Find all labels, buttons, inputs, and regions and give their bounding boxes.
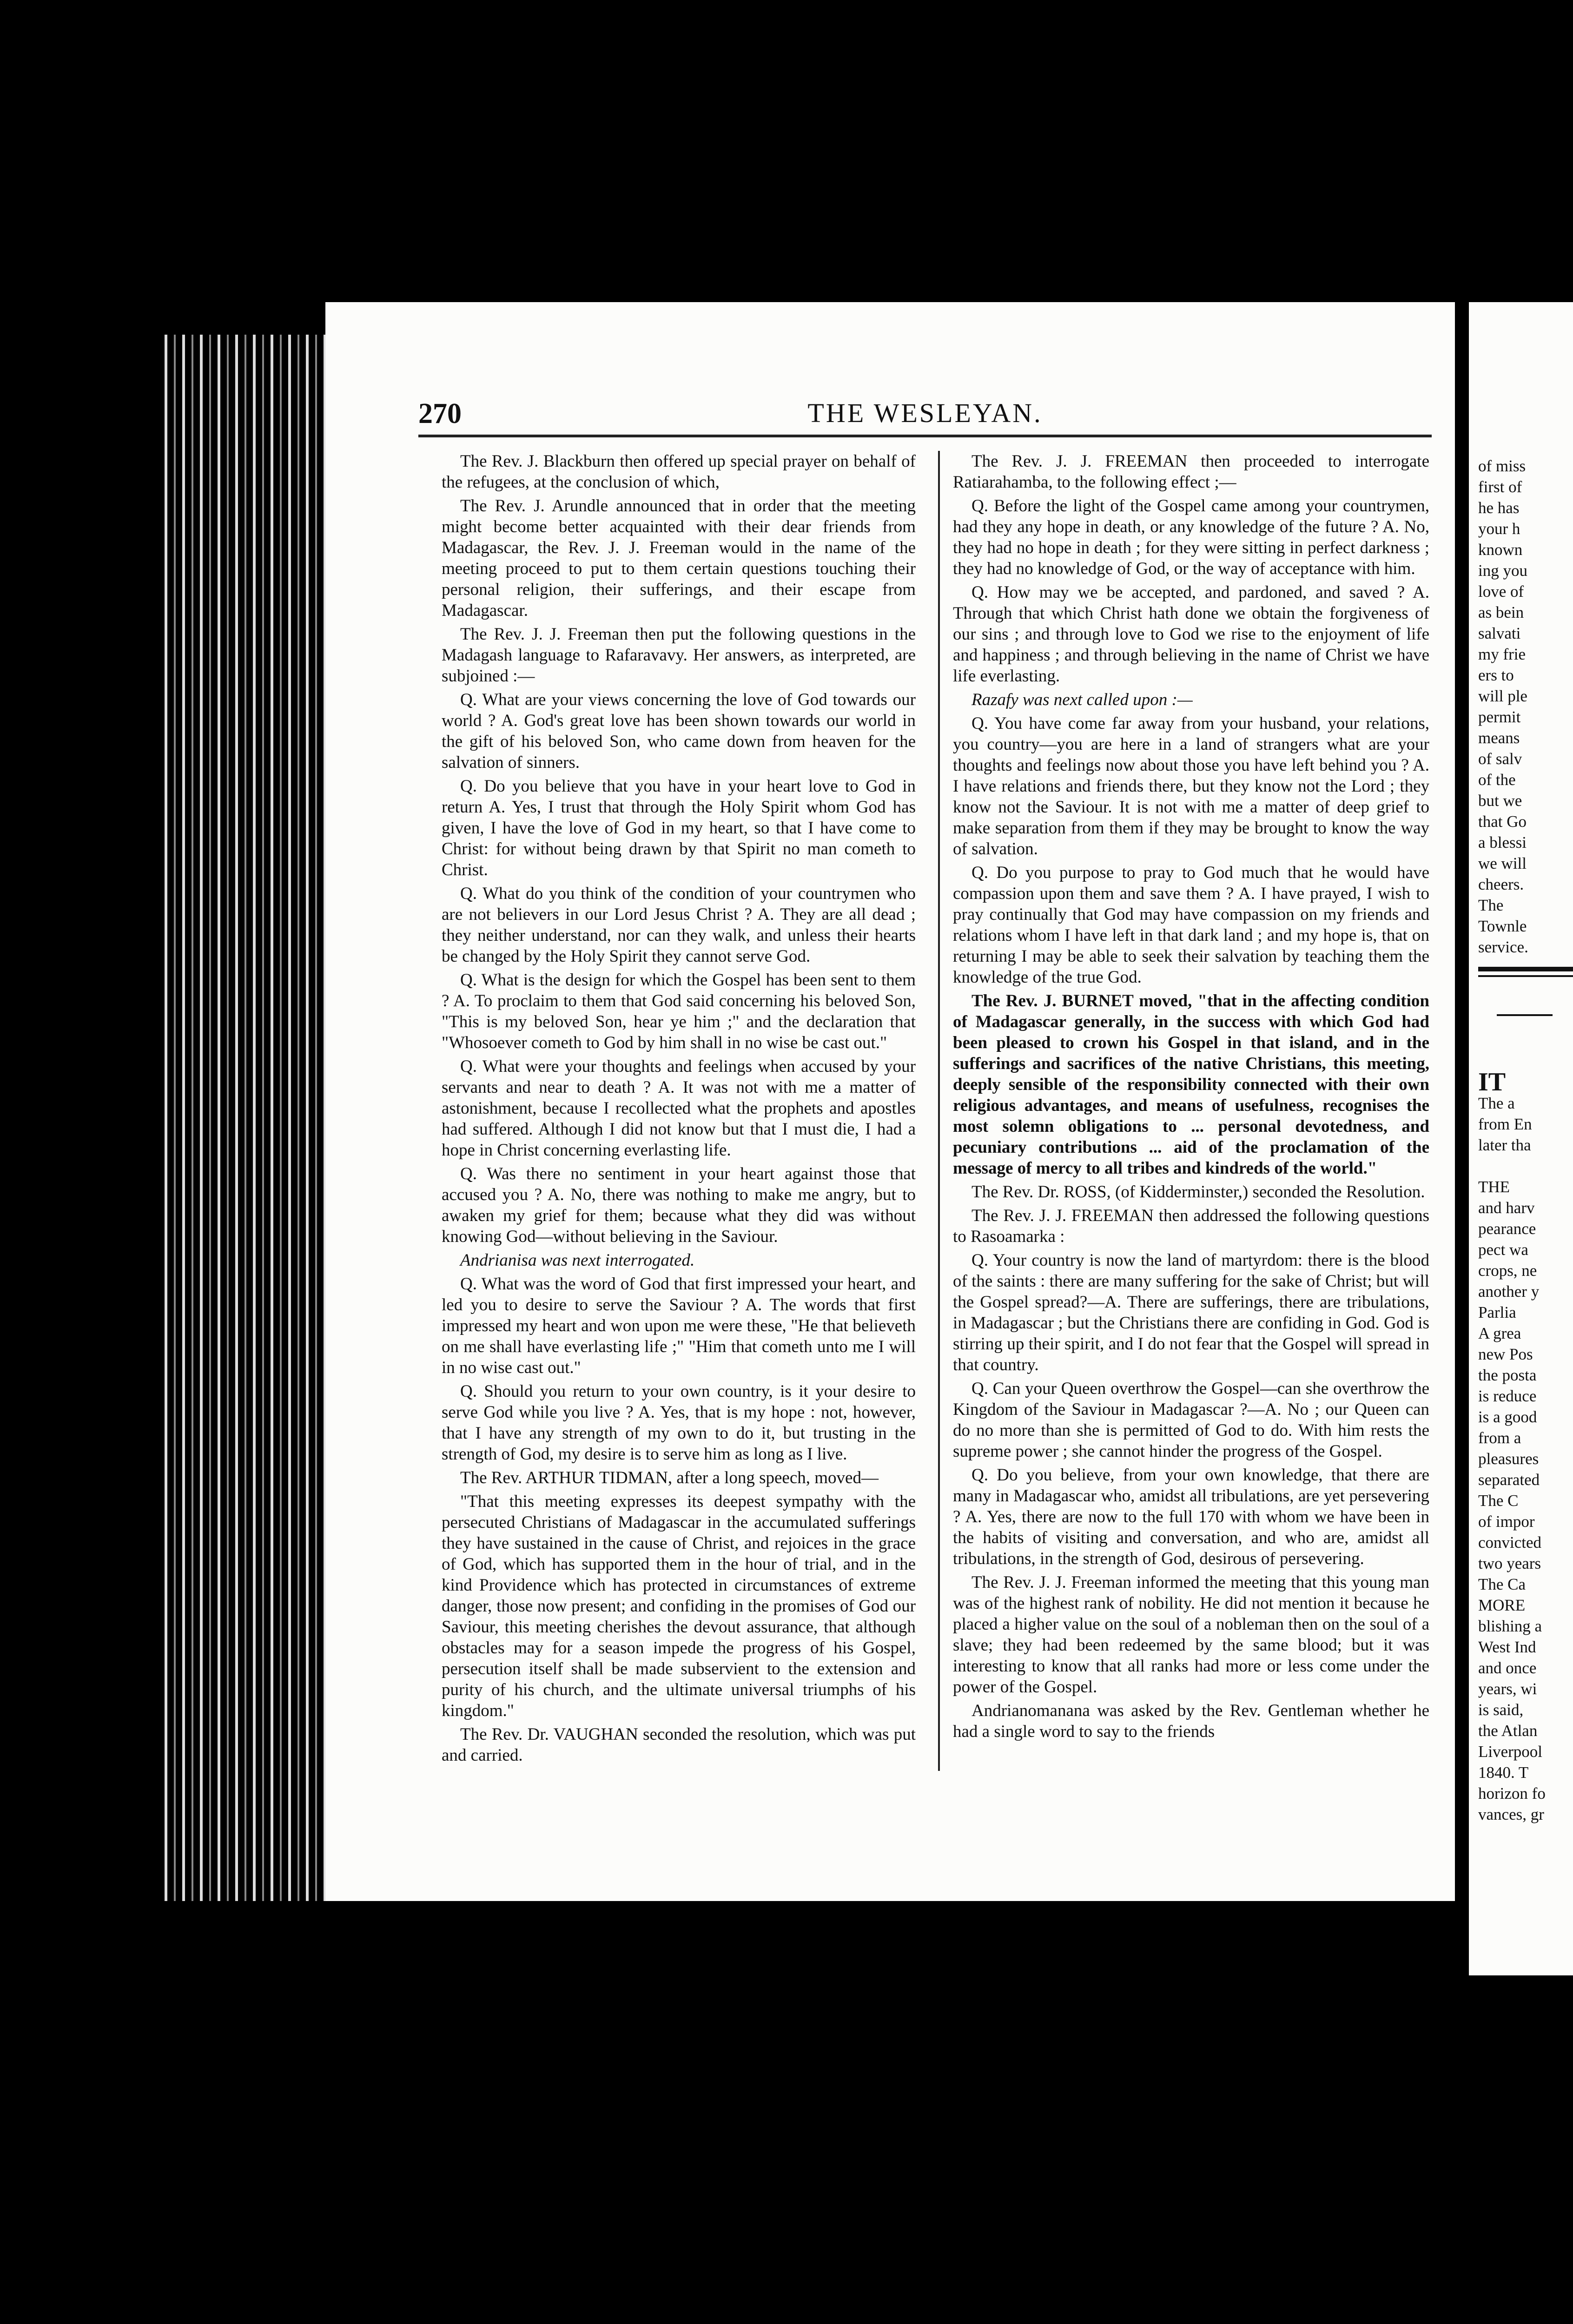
text-line: will ple [1478,687,1527,705]
text-line: ers to [1478,666,1514,684]
text-line: the posta [1478,1366,1537,1384]
text-line: of impor [1478,1512,1535,1531]
text-line: another y [1478,1282,1540,1301]
text-line: separated [1478,1471,1540,1489]
paragraph: Q. What were your thoughts and feelings when accused by your servants and near to death ? A. It was not with me a matter of astonishment, because I recollected what the prophets and apostles had suffered. Although I did not know but that I must die, I had a hope in Christ concerning everlasting life. [442,1057,916,1160]
paragraph: The Rev. Dr. ROSS, (of Kidderminster,) seconded the Resolution. [972,1182,1425,1202]
text-line: of miss [1478,457,1526,475]
paragraph: Q. What is the design for which the Gospel has been sent to them ? A. To proclaim to them that God said concerning his beloved Son, "This is my beloved Son, hear ye him ;" and the declaration that "Whosoever cometh to God by him shall in no wise be cast out." [442,971,916,1052]
text-line: THE [1478,1178,1510,1196]
text-line: from a [1478,1429,1521,1447]
resolution-quote: "That this meeting expresses its deepest sympathy with the persecuted Christians of Madagascar in the accumulated sufferings they have sustained in the cause of Christ, and rejoices in the grace of God, which has supported them in the hour of trial, and in the kind Providence which has protected in circumstances of extreme danger, those now present; and confiding in the promises of God our Saviour, this meeting cherishes the devout assurance, that although obstacles may for a season impede the progress of his Gospel, persecution itself shall be made subservient to the extension and purity of his church, and the ultimate universal triumphs of his kingdom." [442,1492,916,1720]
text-line: blishing a [1478,1617,1542,1635]
text-line: two years [1478,1554,1541,1572]
paragraph: The Rev. J. J. Freeman then put the following questions in the Madagash language to Rafaravavy. Her answers, as interpreted, are subjoined :— [442,625,916,686]
text-line: is said, [1478,1701,1524,1719]
text-line: but we [1478,792,1522,810]
text-line: pearance [1478,1220,1536,1238]
paragraph: The Rev. J. Blackburn then offered up special prayer on behalf of the refugees, at the conclusion of which, [442,452,916,492]
book-spine-edge [158,335,325,1901]
text-line: The C [1478,1492,1519,1510]
paragraph: The Rev. Dr. VAUGHAN seconded the resolution, which was put and carried. [442,1725,916,1765]
column-divider [938,451,940,1771]
text-line: A grea [1478,1324,1521,1342]
text-line: pleasures [1478,1450,1539,1468]
paragraph: The Rev. J. J. FREEMAN then proceeded to interrogate Ratiarahamba, to the following effect ;— [953,452,1429,492]
text-line: new Pos [1478,1345,1533,1363]
text-line: service. [1478,938,1528,956]
text-line: of salv [1478,750,1522,768]
text-line: West Ind [1478,1638,1536,1656]
left-column [442,451,916,1769]
right-column [953,451,1429,1745]
text-line: MORE [1478,1596,1526,1614]
text-line: is reduce [1478,1387,1537,1405]
text-line: your h [1478,520,1520,538]
text-line: as bein [1478,603,1524,621]
paragraph: The Rev. J. J. Freeman informed the meeting that this young man was of the highest rank of nobility. He did not mention it because he placed a higher value on the soul of a nobleman then on the soul of a slave; they had been redeemed by the same blood; but it was interesting to know that all ranks had more or less come under the power of the Gospel. [953,1573,1429,1697]
paragraph: Q. What are your views concerning the love of God towards our world ? A. God's great love has been shown towards our world in the gift of his beloved Son, who came down from heaven for the salvation of sinners. [442,690,916,772]
paragraph: Q. Your country is now the land of martyrdom: there is the blood of the saints : there are many suffering for the sake of Christ; but will the Gospel spread?—A. There are sufferings, there are tribulations, in Madagascar ; but the Christians there are confiding in God. God is stirring up their spirit, and I do not fear that the Gospel will spread in that country. [953,1251,1429,1374]
paragraph: The Rev. J. Arundle announced that in order that the meeting might become better acquainted with their dear friends from Madagascar, the Rev. J. J. Freeman would in the name of the meeting proceed to put to them certain questions touching their personal religion, their sufferings, and their escape from Madagascar. [442,496,916,620]
text-line: Townle [1478,917,1527,935]
paragraph: Q. How may we be accepted, and pardoned, and saved ? A. Through that which Christ hath done we obtain the forgiveness of our sins ; and through love to God we rise to the enjoyment of life and happiness ; and through believing in the name of Christ we have life everlasting. [953,583,1429,686]
section-rule-thick [1478,967,1573,971]
paragraph: Andrianisa was next interrogated. [460,1251,695,1270]
text-line: means [1478,729,1520,747]
adjacent-page-text [1478,456,1573,1825]
paragraph: Q. You have come far away from your husband, your relations, you country—you are here in a land of strangers what are your thoughts and feelings now about those you have left behind you ? A. I have relations and friends there, but they know not the Lord ; they know not the Saviour. It is not with me a matter of deep grief to make separation from them if they may be brought to know the way of salvation. [953,714,1429,858]
running-title: THE WESLEYAN. [807,398,1043,428]
section-rule-thin [1478,975,1573,977]
text-line: The [1478,896,1504,914]
paragraph: Q. Was there no sentiment in your heart against those that accused you ? A. No, there was nothing to make me angry, but to awaken my grief for them; because what they did was without knowing God—without believing in the Saviour. [442,1164,916,1246]
text-line: The Ca [1478,1575,1526,1593]
page-header [418,393,1432,437]
text-line: cheers. [1478,875,1524,893]
paragraph: Q. Do you believe that you have in your heart love to God in return A. Yes, I trust that through the Holy Spirit whom God has given, I have the love of God in my heart, so that I have come to Christ: for without being drawn by that Spirit no man cometh to Christ. [442,777,916,879]
text-line: first of [1478,478,1522,496]
text-line: we will [1478,854,1527,872]
paragraph: Q. What do you think of the condition of your countrymen who are not believers in our Lord Jesus Christ ? A. They are all dead ; they neither understand, nor can they walk, and unless their hearts be changed by the Holy Spirit they cannot serve God. [442,884,916,966]
text-line: love of [1478,582,1524,601]
text-line: horizon fo [1478,1784,1546,1802]
text-line: and once [1478,1659,1537,1677]
page-number: 270 [418,398,462,429]
paragraph: Q. Do you believe, from your own knowledge, that there are many in Madagascar who, amidst all tribulations, are yet persevering ? A. Yes, there are now to the full 170 with whom we have been in the habits of visiting and conversation, and who are, amidst all tribulations, in the strength of God, desirous of persevering. [953,1466,1429,1568]
text-line: crops, ne [1478,1261,1537,1280]
text-line: a blessi [1478,833,1527,852]
text-line: salvati [1478,624,1521,642]
scanned-page [325,302,1455,1901]
text-line: my frie [1478,645,1526,663]
text-line: known [1478,541,1523,559]
text-line: vances, gr [1478,1805,1544,1823]
paragraph: Razafy was next called upon :— [972,690,1193,709]
text-line [1478,1155,1573,1176]
paragraph: The Rev. J. J. FREEMAN then addressed the following questions to Rasoamarka : [953,1206,1429,1246]
text-line: Parlia [1478,1303,1516,1321]
text-line: and harv [1478,1199,1535,1217]
text-line: that Go [1478,812,1527,831]
paragraph: Q. Do you purpose to pray to God much that he would have compassion upon them and save them ? A. I have prayed, I wish to pray continually that God may have compassion on my friends and relations whom I have left in that dark land ; and my hope is, that on returning I may be able to seek their salvation by teaching them the knowledge of the true God. [953,863,1429,987]
text-line: convicted [1478,1533,1542,1552]
paragraph: Q. What was the word of God that first impressed your heart, and led you to desire to serve the Saviour ? A. The words that first impressed my heart and won upon me were these, "He that believeth on me shall have everlasting life ;" "Him that cometh unto me I will in no wise cast out." [442,1274,916,1377]
text-line: permit [1478,708,1521,726]
paragraph: The Rev. ARTHUR TIDMAN, after a long speech, moved— [460,1468,879,1487]
paragraph: The Rev. J. BURNET moved, "that in the affecting condition of Madagascar generally, in the success with which God had been pleased to crown his Gospel in that island, and in the sufferings and sacrifices of the native Christians, this meeting, deeply sensible of the responsibility connected with their own religious advantages, and means of usefulness, recognises the most solemn obligations to ... personal devotedness, and pecuniary contributions ... aid of the proclamation of the message of mercy to all tribes and kindreds of the world." [953,991,1429,1178]
section-rule-short [1497,1014,1553,1016]
text-line: Liverpool [1478,1743,1543,1761]
text-line: The a [1478,1094,1515,1112]
text-line: from En [1478,1115,1532,1133]
adjacent-page-fragment [1469,302,1573,1975]
text-line: is a good [1478,1408,1537,1426]
text-line: 1840. T [1478,1763,1529,1782]
text-line: of the [1478,771,1516,789]
text-line: the Atlan [1478,1722,1538,1740]
paragraph: Andrianomanana was asked by the Rev. Gentleman whether he had a single word to say to the friends [953,1701,1429,1741]
text-line: years, wi [1478,1680,1537,1698]
text-line: he has [1478,499,1520,517]
paragraph: Q. Can your Queen overthrow the Gospel—can she overthrow the Kingdom of the Saviour in Madagascar ?—A. No ; our Queen can do no more than she is permitted of God to do. With him rests the supreme power ; she cannot hinder the progress of the Gospel. [953,1379,1429,1461]
section-heading-fragment: IT [1478,1068,1506,1096]
text-line: pect wa [1478,1241,1528,1259]
text-line: later tha [1478,1136,1531,1154]
text-line: ing you [1478,561,1527,580]
paragraph: Q. Should you return to your own country, is it your desire to serve God while you live ? A. Yes, that is my hope : not, however, that I have any strength of my own to do it, but trusting in the strength of God, my desire is to serve him as long as I live. [442,1382,916,1464]
paragraph: Q. Before the light of the Gospel came among your countrymen, had they any hope in death, or any knowledge of the future ? A. No, they had no hope in death ; for they were sitting in perfect darkness ; they had no knowledge of God, or the way of acceptance with him. [953,496,1429,578]
